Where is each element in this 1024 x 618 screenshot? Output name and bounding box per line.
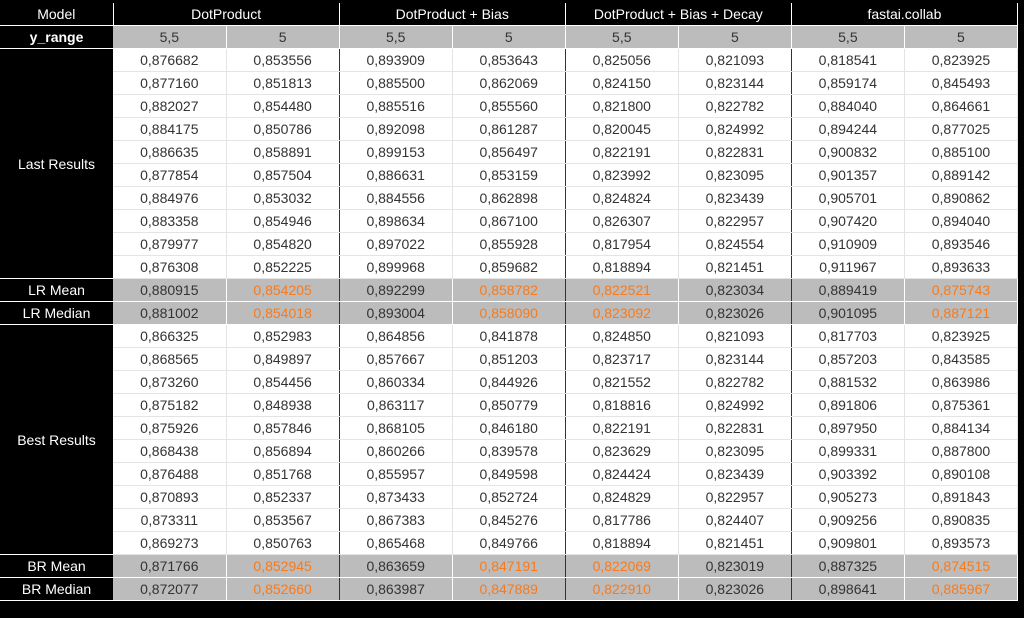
table-cell: 0,863117 (339, 394, 452, 417)
table-cell: 0,864856 (339, 325, 452, 348)
table-cell: 0,877854 (113, 164, 226, 187)
stat-cell: 0,823034 (678, 279, 791, 302)
table-cell: 0,909256 (791, 509, 904, 532)
yrange-label: y_range (0, 26, 113, 49)
table-cell: 0,890108 (904, 463, 1017, 486)
stat-cell: 0,880915 (113, 279, 226, 302)
br-mean-label: BR Mean (0, 555, 113, 578)
stat-cell: 0,892299 (339, 279, 452, 302)
table-cell: 0,911967 (791, 256, 904, 279)
table-row (0, 49, 1018, 72)
table-cell: 0,822831 (678, 141, 791, 164)
yrange-value: 5,5 (113, 26, 226, 49)
yrange-value: 5 (226, 26, 339, 49)
table-cell: 0,868565 (113, 348, 226, 371)
table-row (0, 394, 1018, 417)
table-row (0, 256, 1018, 279)
table-cell: 0,905701 (791, 187, 904, 210)
table-cell: 0,856894 (226, 440, 339, 463)
table-cell: 0,882027 (113, 95, 226, 118)
table-cell: 0,857846 (226, 417, 339, 440)
table-cell: 0,884134 (904, 417, 1017, 440)
table-cell: 0,859682 (452, 256, 565, 279)
table-cell: 0,853643 (452, 49, 565, 72)
stat-cell: 0,822069 (565, 555, 678, 578)
yrange-value: 5 (904, 26, 1017, 49)
table-cell: 0,822782 (678, 371, 791, 394)
stat-cell: 0,847889 (452, 578, 565, 601)
table-row (0, 440, 1018, 463)
table-cell: 0,873311 (113, 509, 226, 532)
table-cell: 0,852337 (226, 486, 339, 509)
table-cell: 0,863986 (904, 371, 1017, 394)
table-row (0, 348, 1018, 371)
stat-cell: 0,863987 (339, 578, 452, 601)
table-cell: 0,867383 (339, 509, 452, 532)
last-results-label: Last Results (0, 49, 113, 279)
stat-cell: 0,875743 (904, 279, 1017, 302)
results-table-container (0, 3, 1018, 601)
table-cell: 0,823144 (678, 72, 791, 95)
table-cell: 0,825056 (565, 49, 678, 72)
table-cell: 0,823992 (565, 164, 678, 187)
table-cell: 0,845276 (452, 509, 565, 532)
table-cell: 0,824992 (678, 118, 791, 141)
yrange-value: 5 (452, 26, 565, 49)
table-cell: 0,821093 (678, 49, 791, 72)
table-cell: 0,899153 (339, 141, 452, 164)
table-cell: 0,823717 (565, 348, 678, 371)
table-cell: 0,849897 (226, 348, 339, 371)
table-cell: 0,875361 (904, 394, 1017, 417)
table-cell: 0,879977 (113, 233, 226, 256)
table-cell: 0,898634 (339, 210, 452, 233)
stat-cell: 0,885967 (904, 578, 1017, 601)
table-cell: 0,886631 (339, 164, 452, 187)
table-cell: 0,822831 (678, 417, 791, 440)
yrange-value: 5,5 (565, 26, 678, 49)
table-cell: 0,893546 (904, 233, 1017, 256)
table-cell: 0,909801 (791, 532, 904, 555)
table-cell: 0,890835 (904, 509, 1017, 532)
table-cell: 0,860334 (339, 371, 452, 394)
stat-cell: 0,852660 (226, 578, 339, 601)
table-cell: 0,824150 (565, 72, 678, 95)
table-cell: 0,857203 (791, 348, 904, 371)
table-cell: 0,822191 (565, 141, 678, 164)
table-cell: 0,823439 (678, 463, 791, 486)
table-cell: 0,850779 (452, 394, 565, 417)
table-cell: 0,886635 (113, 141, 226, 164)
table-cell: 0,897022 (339, 233, 452, 256)
table-cell: 0,869273 (113, 532, 226, 555)
table-cell: 0,822957 (678, 210, 791, 233)
stat-cell: 0,893004 (339, 302, 452, 325)
stat-cell: 0,858782 (452, 279, 565, 302)
table-cell: 0,876308 (113, 256, 226, 279)
table-cell: 0,875182 (113, 394, 226, 417)
table-cell: 0,824407 (678, 509, 791, 532)
table-cell: 0,823925 (904, 325, 1017, 348)
table-cell: 0,894244 (791, 118, 904, 141)
table-cell: 0,857667 (339, 348, 452, 371)
table-cell: 0,875926 (113, 417, 226, 440)
table-cell: 0,855957 (339, 463, 452, 486)
table-cell: 0,891806 (791, 394, 904, 417)
table-cell: 0,855928 (452, 233, 565, 256)
table-cell: 0,883358 (113, 210, 226, 233)
results-body (0, 49, 1018, 601)
table-row (0, 164, 1018, 187)
table-cell: 0,822782 (678, 95, 791, 118)
stat-cell: 0,822521 (565, 279, 678, 302)
table-cell: 0,910909 (791, 233, 904, 256)
table-cell: 0,864661 (904, 95, 1017, 118)
table-cell: 0,862898 (452, 187, 565, 210)
group-header-fastai-collab: fastai.collab (791, 3, 1017, 26)
stat-cell: 0,823019 (678, 555, 791, 578)
table-cell: 0,852983 (226, 325, 339, 348)
table-cell: 0,885516 (339, 95, 452, 118)
table-cell: 0,854456 (226, 371, 339, 394)
stat-cell: 0,823026 (678, 302, 791, 325)
stat-cell: 0,847191 (452, 555, 565, 578)
best-results-label: Best Results (0, 325, 113, 555)
table-cell: 0,821552 (565, 371, 678, 394)
table-row (0, 233, 1018, 256)
table-cell: 0,859174 (791, 72, 904, 95)
table-cell: 0,823629 (565, 440, 678, 463)
table-cell: 0,823095 (678, 440, 791, 463)
table-cell: 0,870893 (113, 486, 226, 509)
table-cell: 0,839578 (452, 440, 565, 463)
lr-mean-label: LR Mean (0, 279, 113, 302)
table-cell: 0,858891 (226, 141, 339, 164)
table-cell: 0,826307 (565, 210, 678, 233)
table-cell: 0,862069 (452, 72, 565, 95)
table-cell: 0,899331 (791, 440, 904, 463)
table-cell: 0,824554 (678, 233, 791, 256)
table-cell: 0,846180 (452, 417, 565, 440)
table-cell: 0,873260 (113, 371, 226, 394)
table-cell: 0,897950 (791, 417, 904, 440)
stat-cell: 0,887121 (904, 302, 1017, 325)
table-cell: 0,817954 (565, 233, 678, 256)
table-cell: 0,884175 (113, 118, 226, 141)
yrange-header-row (0, 26, 1018, 49)
table-cell: 0,903392 (791, 463, 904, 486)
group-header-dotproduct-bias: DotProduct + Bias (339, 3, 565, 26)
table-cell: 0,841878 (452, 325, 565, 348)
table-cell: 0,885500 (339, 72, 452, 95)
table-cell: 0,824850 (565, 325, 678, 348)
table-cell: 0,821451 (678, 256, 791, 279)
yrange-value: 5,5 (339, 26, 452, 49)
table-cell: 0,853556 (226, 49, 339, 72)
table-cell: 0,824992 (678, 394, 791, 417)
stat-cell: 0,854205 (226, 279, 339, 302)
table-cell: 0,889142 (904, 164, 1017, 187)
table-cell: 0,855560 (452, 95, 565, 118)
table-cell: 0,849598 (452, 463, 565, 486)
table-cell: 0,905273 (791, 486, 904, 509)
stat-cell: 0,901095 (791, 302, 904, 325)
table-cell: 0,848938 (226, 394, 339, 417)
table-cell: 0,818894 (565, 532, 678, 555)
table-row (0, 417, 1018, 440)
table-row (0, 532, 1018, 555)
group-header-dotproduct: DotProduct (113, 3, 339, 26)
stat-cell: 0,823026 (678, 578, 791, 601)
table-cell: 0,818894 (565, 256, 678, 279)
table-row (0, 509, 1018, 532)
table-row (0, 95, 1018, 118)
table-cell: 0,891843 (904, 486, 1017, 509)
table-cell: 0,907420 (791, 210, 904, 233)
table-cell: 0,821800 (565, 95, 678, 118)
table-row (0, 210, 1018, 233)
table-cell: 0,876682 (113, 49, 226, 72)
table-cell: 0,877160 (113, 72, 226, 95)
stat-cell: 0,898641 (791, 578, 904, 601)
stat-cell: 0,889419 (791, 279, 904, 302)
table-cell: 0,892098 (339, 118, 452, 141)
br-mean-label-row (0, 555, 1018, 578)
yrange-value: 5,5 (791, 26, 904, 49)
table-row (0, 141, 1018, 164)
table-cell: 0,877025 (904, 118, 1017, 141)
table-cell: 0,876488 (113, 463, 226, 486)
table-cell: 0,823439 (678, 187, 791, 210)
table-cell: 0,823095 (678, 164, 791, 187)
table-cell: 0,893909 (339, 49, 452, 72)
br-median-label-row (0, 578, 1018, 601)
table-cell: 0,884976 (113, 187, 226, 210)
table-cell: 0,887800 (904, 440, 1017, 463)
yrange-value: 5 (678, 26, 791, 49)
table-cell: 0,850786 (226, 118, 339, 141)
table-cell: 0,861287 (452, 118, 565, 141)
results-table (0, 3, 1018, 601)
lr-median-label: LR Median (0, 302, 113, 325)
table-cell: 0,851203 (452, 348, 565, 371)
model-header-row (0, 3, 1018, 26)
table-cell: 0,823925 (904, 49, 1017, 72)
table-cell: 0,901357 (791, 164, 904, 187)
table-cell: 0,853032 (226, 187, 339, 210)
table-cell: 0,884556 (339, 187, 452, 210)
table-cell: 0,822957 (678, 486, 791, 509)
table-cell: 0,850763 (226, 532, 339, 555)
table-cell: 0,873433 (339, 486, 452, 509)
table-cell: 0,860266 (339, 440, 452, 463)
lr-median-label-row (0, 302, 1018, 325)
table-cell: 0,817786 (565, 509, 678, 532)
stat-cell: 0,854018 (226, 302, 339, 325)
table-cell: 0,851813 (226, 72, 339, 95)
table-cell: 0,894040 (904, 210, 1017, 233)
table-cell: 0,866325 (113, 325, 226, 348)
table-cell: 0,849766 (452, 532, 565, 555)
table-cell: 0,824824 (565, 187, 678, 210)
bottom-edge-bar (0, 609, 1024, 618)
stat-cell: 0,822910 (565, 578, 678, 601)
table-cell: 0,893633 (904, 256, 1017, 279)
table-cell: 0,867100 (452, 210, 565, 233)
table-cell: 0,818541 (791, 49, 904, 72)
table-cell: 0,844926 (452, 371, 565, 394)
model-label: Model (0, 3, 113, 26)
stat-cell: 0,863659 (339, 555, 452, 578)
table-cell: 0,857504 (226, 164, 339, 187)
table-row (0, 371, 1018, 394)
table-cell: 0,893573 (904, 532, 1017, 555)
stat-cell: 0,871766 (113, 555, 226, 578)
table-cell: 0,851768 (226, 463, 339, 486)
table-row (0, 72, 1018, 95)
stat-cell: 0,852945 (226, 555, 339, 578)
table-cell: 0,900832 (791, 141, 904, 164)
group-header-dotproduct-bias-decay: DotProduct + Bias + Decay (565, 3, 791, 26)
table-row (0, 486, 1018, 509)
table-cell: 0,853567 (226, 509, 339, 532)
table-cell: 0,823144 (678, 348, 791, 371)
table-cell: 0,817703 (791, 325, 904, 348)
lr-mean-label-row (0, 279, 1018, 302)
stat-cell: 0,823092 (565, 302, 678, 325)
table-cell: 0,854480 (226, 95, 339, 118)
table-cell: 0,821093 (678, 325, 791, 348)
stat-cell: 0,881002 (113, 302, 226, 325)
table-cell: 0,881532 (791, 371, 904, 394)
table-cell: 0,821451 (678, 532, 791, 555)
table-cell: 0,868438 (113, 440, 226, 463)
table-cell: 0,868105 (339, 417, 452, 440)
table-row (0, 463, 1018, 486)
table-cell: 0,899968 (339, 256, 452, 279)
table-cell: 0,852225 (226, 256, 339, 279)
table-cell: 0,856497 (452, 141, 565, 164)
table-cell: 0,843585 (904, 348, 1017, 371)
stat-cell: 0,872077 (113, 578, 226, 601)
br-median-label: BR Median (0, 578, 113, 601)
table-row (0, 325, 1018, 348)
right-edge-bar (1018, 0, 1024, 618)
table-cell: 0,890862 (904, 187, 1017, 210)
stat-cell: 0,858090 (452, 302, 565, 325)
table-cell: 0,852724 (452, 486, 565, 509)
table-cell: 0,845493 (904, 72, 1017, 95)
table-cell: 0,854946 (226, 210, 339, 233)
stat-cell: 0,874515 (904, 555, 1017, 578)
table-row (0, 187, 1018, 210)
stat-cell: 0,887325 (791, 555, 904, 578)
table-row (0, 118, 1018, 141)
table-cell: 0,820045 (565, 118, 678, 141)
table-cell: 0,824424 (565, 463, 678, 486)
table-cell: 0,854820 (226, 233, 339, 256)
table-cell: 0,818816 (565, 394, 678, 417)
table-cell: 0,885100 (904, 141, 1017, 164)
table-cell: 0,822191 (565, 417, 678, 440)
table-cell: 0,884040 (791, 95, 904, 118)
table-cell: 0,853159 (452, 164, 565, 187)
table-cell: 0,824829 (565, 486, 678, 509)
table-cell: 0,865468 (339, 532, 452, 555)
